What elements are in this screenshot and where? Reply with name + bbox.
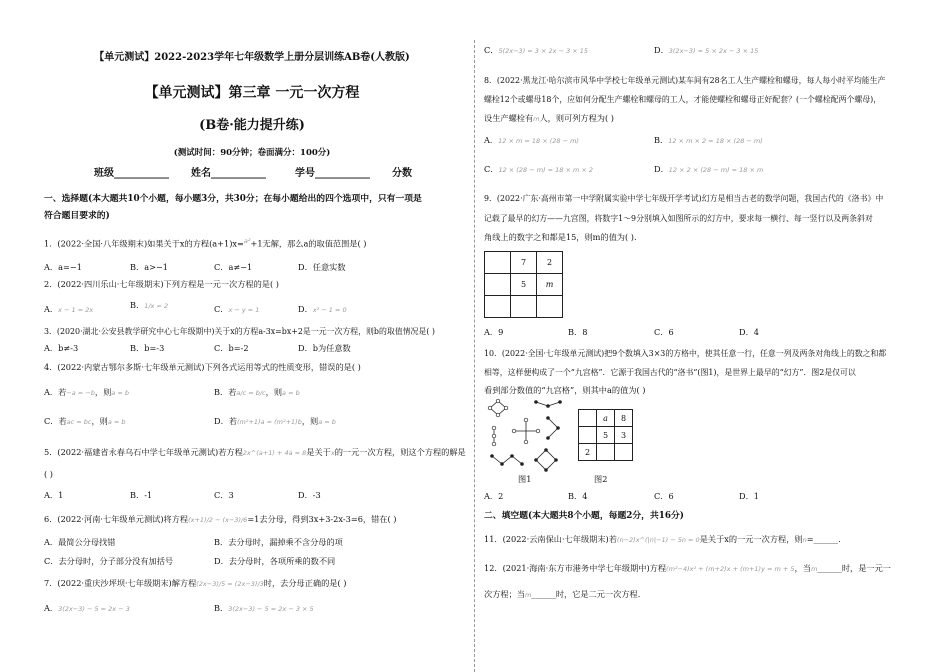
q7-option-a: A．3(2x−3) − 5 = 2x − 3 [44, 603, 130, 613]
q9-option-c: C．6 [654, 327, 674, 337]
q5-option-c: C．3 [214, 490, 234, 500]
q9-cell: 7 [511, 252, 537, 274]
q10-cell [597, 444, 615, 461]
q5-option-d: D．-3 [298, 490, 321, 500]
q10-option-d: D．1 [739, 491, 759, 501]
q5-option-a: A．1 [44, 490, 64, 500]
q9-cell: 2 [537, 252, 563, 274]
q9-cell [485, 252, 511, 274]
q11-stem: 11．(2022·云南保山·七年级期末)若(n−2)x^(|n|−1) − 5n = 0是关于x的一元一次方程，则n=______. [484, 534, 841, 544]
q4-option-d: D．若(m²+1)a = (m²+1)b，则a = b [214, 416, 336, 426]
q10-cell [579, 427, 597, 444]
q4-option-c: C．若ac = bc，则a = b [44, 416, 126, 426]
q2-option-b: B．1/x = 2 [130, 300, 169, 310]
section1-heading: 一、选择题(本大题共10个小题，每小题3分，共30分；在每小题给出的四个选项中，只有一项是 [44, 194, 422, 204]
q9-stem-3: 角线上的数字之和都是15，则m的值为( ). [484, 232, 637, 242]
q10-stem-2: 相等，这样便构成了一个“九宫格”．它源于我国古代的“洛书”(图1)，是世界上最早的“幻方”．图2是仅可以 [484, 368, 856, 377]
q2-stem: 2．(2022·四川乐山·七年级期末)下列方程是一元一次方程的是( ) [44, 279, 279, 289]
q3-option-a: A．b≠-3 [44, 343, 79, 353]
q10-magic-square [578, 409, 633, 461]
q10-cell: 8 [615, 410, 633, 427]
q9-cell: m [537, 274, 563, 296]
q3-option-b: B．b=-3 [130, 343, 165, 353]
q7-option-c: C．5(2x−3) = 3 × 2x − 3 × 15 [484, 45, 589, 55]
q8-stem-3: 设生产螺栓有m人，则可列方程为( ) [484, 113, 614, 123]
q10-cell: 3 [615, 427, 633, 444]
series-title: 【单元测试】2022-2023学年七年级数学上册分层训练AB卷(人教版) [94, 52, 410, 63]
q10-cell [579, 410, 597, 427]
q3-option-d: D．b为任意数 [298, 343, 351, 353]
q6-option-b: B．去分母时，漏掉乘不含分母的项 [214, 537, 343, 547]
left-column [36, 0, 468, 672]
q10-cell: 5 [597, 427, 615, 444]
q9-magic-square [484, 251, 563, 318]
q10-figure2-caption: 图2 [594, 474, 608, 484]
q4-stem: 4．(2022·内蒙古鄂尔多斯·七年级单元测试)下列各式运用等式的性质变形，错误的是( ) [44, 362, 361, 372]
field-id: 学号___________ [295, 168, 370, 179]
q10-option-b: B．4 [568, 491, 588, 501]
q9-cell [511, 296, 537, 318]
q10-option-a: A．2 [484, 491, 504, 501]
q9-cell [485, 274, 511, 296]
field-score: 分数 [392, 168, 412, 179]
q3-stem: 3．(2020·湖北·公安县教学研究中心七年级期中)关于x的方程a-3x=bx+2是一元一次方程，则b的取值情况是( ) [44, 327, 435, 336]
q9-option-b: B．8 [568, 327, 588, 337]
q8-stem-1: 8．(2022·黑龙江·哈尔滨市风华中学校七年级单元测试)某车间有28名工人生产螺栓和螺母，每人每小时平均能生产 [484, 76, 886, 85]
q10-stem-1: 10．(2022·全国·七年级单元测试)把9个数填入3×3的方格中，使其任意一行，任意一列及两条对角线上的数之和都 [484, 349, 887, 358]
q2-option-c: C．x − y = 1 [214, 304, 260, 314]
q7-option-d: D．3(2x−3) = 5 × 2x − 3 × 15 [654, 45, 759, 55]
q12-stem-1: 12．(2021·海南·东方市港务中学七年级期中)方程(m²−4)x² + (m+2)x + (m+1)y = m + 5，当m______时，是一元一 [484, 563, 891, 573]
q9-option-d: D．4 [739, 327, 759, 337]
q9-cell [485, 296, 511, 318]
section1-heading-line2: 符合题目要求的) [44, 211, 110, 221]
section2-heading: 二、填空题(本大题共8个小题，每题2分，共16分) [484, 511, 684, 521]
q5-paren: ( ) [44, 469, 53, 479]
q10-option-c: C．6 [654, 491, 674, 501]
test-info: (测试时间：90分钟；卷面满分：100分) [173, 148, 331, 158]
q8-option-d: D．12 × 2 × (28 − m) = 18 × m [654, 164, 764, 174]
field-class: 班级___________ [94, 168, 169, 179]
q10-cell: 2 [579, 444, 597, 461]
q9-stem-1: 9．(2022·广东·高州市第一中学附属实验中学七年级开学考试)幻方是相当古老的数学问题，我国古代的《洛书》中 [484, 194, 884, 203]
q1-option-c: C．a≠−1 [214, 262, 253, 272]
q8-option-c: C．12 × (28 − m) = 18 × m × 2 [484, 164, 594, 174]
q1-option-b: B．a>−1 [130, 262, 169, 272]
q8-stem-2: 螺栓12个或螺母18个，应如何分配生产螺栓和螺母的工人，才能使螺栓和螺母正好配套？(一个螺栓配两个螺母)， [484, 95, 882, 104]
page-subtitle: (B卷·能力提升练) [199, 118, 305, 133]
q9-cell: 5 [511, 274, 537, 296]
q10-cell: a [597, 410, 615, 427]
q9-stem-2: 记载了最早的幻方——九宫图，将数字1～9分别填入如图所示的幻方中，要求每一横行、每一竖行以及两条斜对 [484, 214, 873, 223]
q1-option-a: A．a=−1 [44, 262, 82, 272]
q7-option-b: B．3(2x−3) − 5 = 2x − 3 × 5 [214, 603, 314, 613]
q10-figure1-caption: 图1 [518, 474, 532, 484]
q9-cell [537, 296, 563, 318]
q6-option-a: A．最简公分母找错 [44, 537, 116, 547]
luoshu-diagram-icon [486, 398, 568, 474]
q10-cell [615, 444, 633, 461]
q4-option-b: B．若a/c = b/c，则a = b [214, 387, 300, 397]
q2-option-d: D．x² − 1 = 0 [298, 304, 347, 314]
column-divider [474, 40, 475, 672]
q7-stem: 7．(2022·重庆沙坪坝·七年级期末)解方程(2x−3)/5 = (2x−3)/3时，去分母正确的是( ) [44, 578, 347, 588]
q5-option-b: B．-1 [130, 490, 153, 500]
q5-stem: 5．(2022·福建省永春乌石中学七年级单元测试)若方程2x^(a+1) + 4a = 8是关于x的一元一次方程，则这个方程的解是 [44, 447, 466, 457]
q6-option-d: D．去分母时，各项所乘的数不同 [214, 556, 336, 566]
field-name: 姓名___________ [191, 168, 266, 179]
q6-option-c: C．去分母时，分子部分没有加括号 [44, 556, 174, 566]
q8-option-a: A．12 × m = 18 × (28 − m) [484, 135, 579, 145]
q4-option-a: A．若−a = −b，则a = b [44, 387, 129, 397]
q6-stem: 6．(2022·河南·七年级单元测试)将方程(x+1)/2 − (x−3)/6=1去分母，得到3x+3-2x-3=6，错在( ) [44, 514, 397, 524]
q2-option-a: A．x − 1 = 2x [44, 304, 94, 314]
q12-stem-2: 次方程；当m______时，它是二元一次方程. [484, 589, 641, 599]
right-column [484, 0, 914, 672]
q9-option-a: A．9 [484, 327, 504, 337]
page-title: 【单元测试】第三章 一元一次方程 [144, 85, 360, 101]
q10-stem-3: 看到部分数值的“九宫格”，则其中a的值为( ) [484, 385, 646, 395]
q1-option-d: D．任意实数 [298, 262, 346, 272]
q1-stem: 1．(2022·全国·八年级期末)如果关于x的方程(a+1)x=$^{a^2}$+1无解，那么a的取值范围是( ) [44, 237, 367, 249]
q3-option-c: C．b=-2 [214, 343, 249, 353]
q8-option-b: B．12 × m × 2 = 18 × (28 − m) [654, 135, 763, 145]
